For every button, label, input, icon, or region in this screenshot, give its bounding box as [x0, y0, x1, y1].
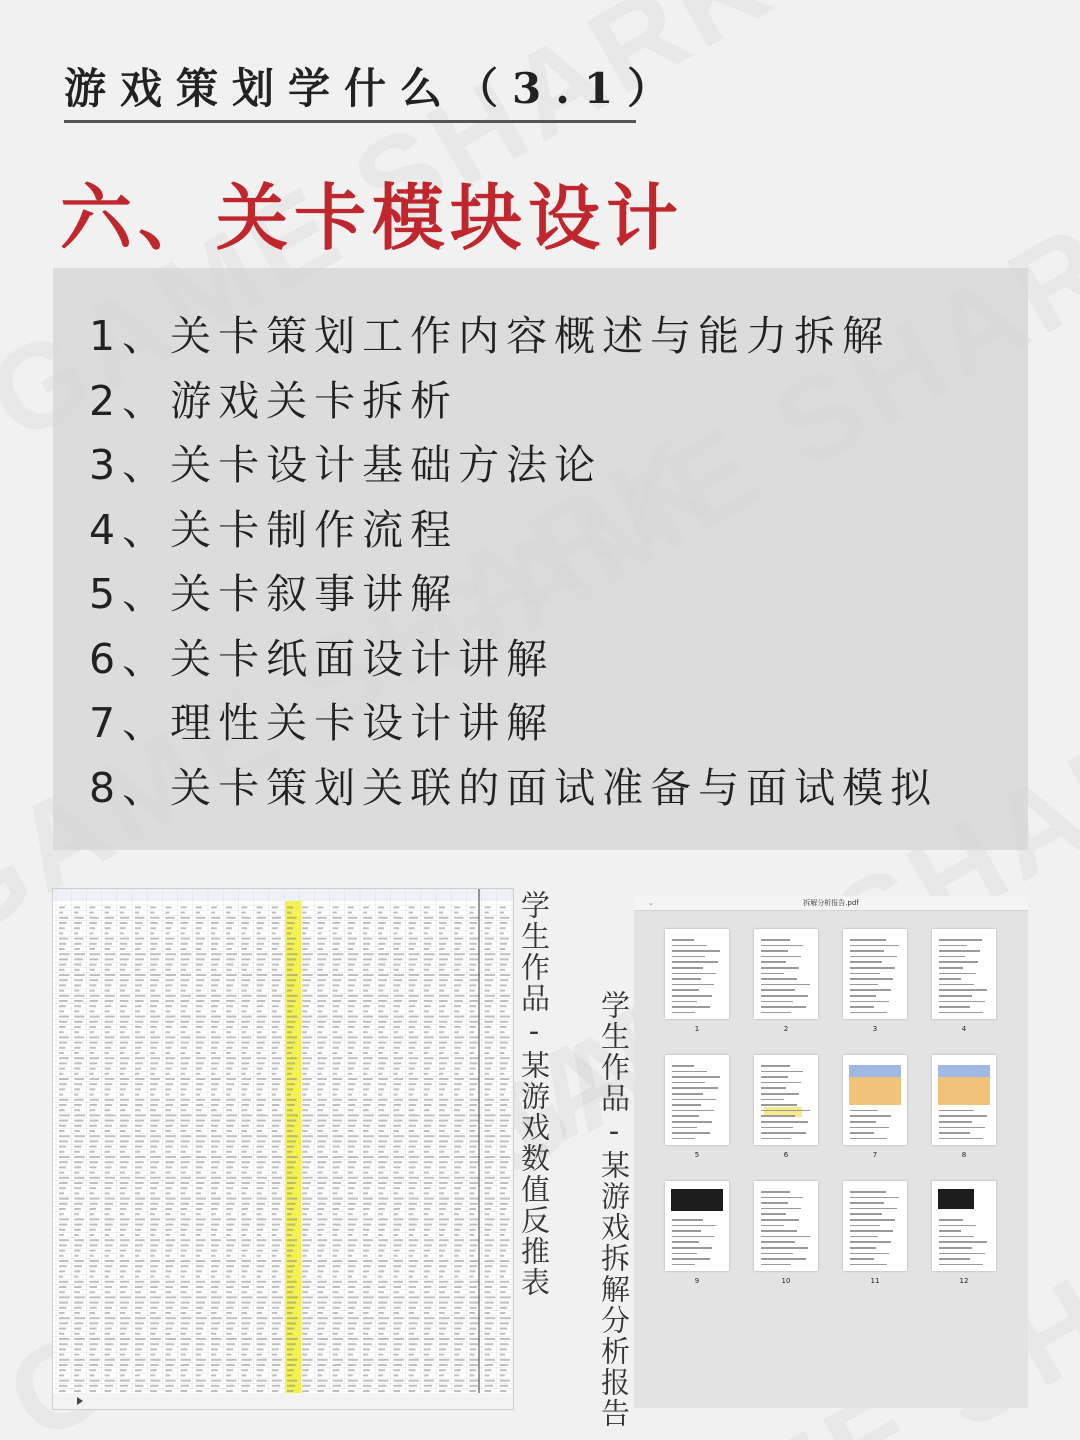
- pdf-page-preview: [843, 1055, 907, 1145]
- pdf-page-thumbnail[interactable]: [932, 1181, 996, 1307]
- pdf-page-number: 8: [961, 1151, 967, 1159]
- topic-list-panel: [53, 268, 1028, 850]
- topic-item: 5、关卡叙事讲解: [89, 570, 459, 618]
- pdf-page-preview: [754, 929, 818, 1019]
- pdf-page-preview: [932, 1181, 996, 1271]
- series-title: 游戏策划学什么（3.1）: [64, 64, 684, 113]
- pdf-page-number: 9: [694, 1277, 700, 1285]
- pdf-file-name: 拆解分析报告.pdf: [803, 899, 859, 907]
- spreadsheet-thumbnail: [52, 888, 514, 1410]
- pdf-page-number: 10: [781, 1277, 791, 1285]
- pdf-titlebar: [634, 896, 1028, 911]
- section-title: 六、关卡模块设计: [60, 176, 685, 260]
- pdf-page-number: 7: [872, 1151, 878, 1159]
- pdf-page-number: 2: [783, 1025, 789, 1033]
- pdf-page-preview: [932, 1055, 996, 1145]
- pdf-page-preview: [843, 1181, 907, 1271]
- chevron-down-icon[interactable]: ⌄: [648, 899, 654, 907]
- pdf-page-thumbnail[interactable]: [932, 1055, 996, 1181]
- pdf-page-number: 6: [783, 1151, 789, 1159]
- topic-item: 8、关卡策划关联的面试准备与面试模拟: [89, 763, 939, 812]
- pdf-page-number: 3: [872, 1025, 878, 1033]
- pdf-page-number: 1: [694, 1025, 700, 1033]
- pdf-page-thumbnail[interactable]: [843, 929, 907, 1055]
- pdf-page-preview: [754, 1181, 818, 1271]
- pdf-page-number: 5: [694, 1151, 700, 1159]
- pdf-page-thumbnail[interactable]: [665, 1055, 729, 1181]
- pdf-page-thumbnail[interactable]: [843, 1055, 907, 1181]
- pdf-page-preview: [665, 1055, 729, 1145]
- pdf-viewer: [634, 896, 1028, 1408]
- pdf-page-thumbnail[interactable]: [754, 1181, 818, 1307]
- pdf-page-thumbnail[interactable]: [843, 1181, 907, 1307]
- pdf-page-grid: [634, 911, 1028, 1307]
- pdf-page-preview: [843, 929, 907, 1019]
- topic-item: 1、关卡策划工作内容概述与能力拆解: [89, 312, 891, 360]
- topic-item: 2、游戏关卡拆析: [89, 376, 459, 425]
- spreadsheet-grid: [53, 889, 513, 1409]
- pdf-page-number: 4: [961, 1025, 967, 1033]
- pdf-page-preview: [932, 929, 996, 1019]
- pdf-caption: 学生作品-某游戏拆解分析报告: [597, 990, 631, 1429]
- pdf-page-thumbnail[interactable]: [754, 1055, 818, 1181]
- pdf-page-preview: [665, 929, 729, 1019]
- topic-item: 7、理性关卡设计讲解: [89, 699, 555, 747]
- topic-item: 3、关卡设计基础方法论: [89, 441, 603, 489]
- pdf-page-preview: [754, 1055, 818, 1145]
- pdf-page-number: 11: [870, 1277, 880, 1285]
- pdf-page-thumbnail[interactable]: [665, 929, 729, 1055]
- pdf-page-number: 12: [959, 1277, 969, 1285]
- topic-item: 4、关卡制作流程: [89, 505, 459, 554]
- pdf-page-preview: [665, 1181, 729, 1271]
- pdf-page-thumbnail[interactable]: [932, 929, 996, 1055]
- topic-list: [89, 304, 938, 820]
- pdf-page-thumbnail[interactable]: [754, 929, 818, 1055]
- pdf-page-thumbnail[interactable]: [665, 1181, 729, 1307]
- topic-item: 6、关卡纸面设计讲解: [89, 634, 555, 683]
- title-divider: [64, 120, 636, 123]
- spreadsheet-caption: 学生作品-某游戏数值反推表: [517, 890, 551, 1298]
